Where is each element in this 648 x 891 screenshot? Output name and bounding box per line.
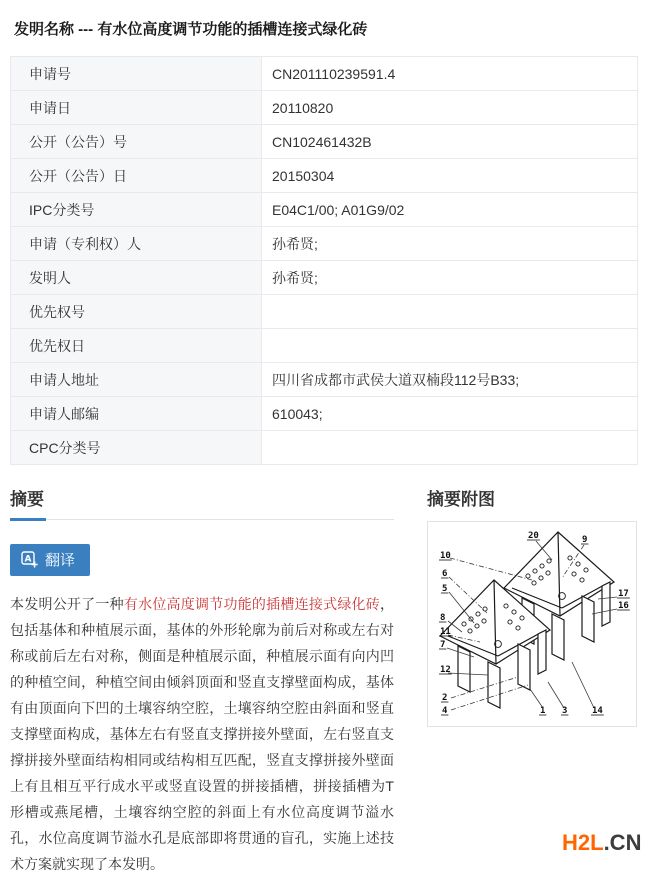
field-label: 发明人 xyxy=(11,261,262,295)
figure-ref-number: 2 xyxy=(442,693,448,703)
field-label: 申请号 xyxy=(11,57,262,91)
abstract-figure-image xyxy=(432,526,632,722)
translate-button-label: 翻译 xyxy=(45,552,76,569)
table-row xyxy=(11,227,638,261)
field-value xyxy=(262,329,638,363)
abstract-text-after: ，包括基体和种植展示面，基体的外形轮廓为前后对称或左右对称或前后左右对称，侧面是种植展示面，种植展示面有向内凹的种植空间，种植空间由倾斜顶面和竖直支撑壁面构成，基体有由顶面向下凹的土壤容纳空腔，土壤容纳空腔由斜面和竖直支撑壁面构成，基体左右有竖直支撑拼接外壁面，左右竖直支撑拼接外壁面结构相同或结构相互匹配，竖直支撑拼接外壁面上有且相互平行成水平或竖直设置的拼接插槽，拼接插槽为T形槽或燕尾槽，土壤容纳空腔的斜面上有水位高度调节溢水孔，水位高度调节溢水孔是底部即将贯通的盲孔，实施上述技术方案就实现了本发明。 xyxy=(10,596,395,872)
table-row xyxy=(11,91,638,125)
field-label: CPC分类号 xyxy=(11,431,262,465)
table-row xyxy=(11,363,638,397)
figure-ref-number: 1 xyxy=(540,706,546,716)
field-value: 20150304 xyxy=(262,159,638,193)
field-value: E04C1/00; A01G9/02 xyxy=(262,193,638,227)
field-value: CN102461432B xyxy=(262,125,638,159)
field-value xyxy=(262,431,638,465)
abstract-figure-box xyxy=(427,521,637,727)
figure-ref-number: 10 xyxy=(440,551,451,561)
table-row xyxy=(11,397,638,431)
svg-text:A: A xyxy=(24,554,32,565)
translate-button[interactable] xyxy=(10,544,90,576)
figure-ref-number: 11 xyxy=(440,627,451,637)
table-row xyxy=(11,193,638,227)
field-value: 610043; xyxy=(262,397,638,431)
field-value: CN201110239591.4 xyxy=(262,57,638,91)
site-logo[interactable] xyxy=(562,830,641,856)
field-label: 公开（公告）号 xyxy=(11,125,262,159)
figure-ref-number: 7 xyxy=(440,640,446,650)
abstract-text-highlight: 有水位高度调节功能的插槽连接式绿化砖 xyxy=(123,596,381,612)
table-row xyxy=(11,329,638,363)
table-row xyxy=(11,295,638,329)
field-label: 优先权日 xyxy=(11,329,262,363)
abstract-text xyxy=(10,591,394,877)
field-label: 申请人地址 xyxy=(11,363,262,397)
field-label: 申请日 xyxy=(11,91,262,125)
figure-ref-number: 5 xyxy=(442,584,448,594)
figure-ref-number: 6 xyxy=(442,569,448,579)
translate-icon xyxy=(21,551,38,568)
table-row xyxy=(11,431,638,465)
figure-ref-number: 14 xyxy=(592,706,603,716)
figure-ref-number: 16 xyxy=(618,601,629,611)
figure-ref-number: 12 xyxy=(440,665,451,675)
figure-ref-number: 3 xyxy=(562,706,568,716)
field-label: 申请（专利权）人 xyxy=(11,227,262,261)
table-row xyxy=(11,159,638,193)
figure-ref-number: 20 xyxy=(528,531,539,541)
field-value: 四川省成都市武侯大道双楠段112号B33; xyxy=(262,363,638,397)
figure-ref-number: 17 xyxy=(618,589,629,599)
table-row xyxy=(11,261,638,295)
table-row xyxy=(11,125,638,159)
figure-ref-number: 4 xyxy=(442,706,448,716)
page-title: 发明名称 --- 有水位高度调节功能的插槽连接式绿化砖 xyxy=(14,21,368,38)
field-label: 申请人邮编 xyxy=(11,397,262,431)
field-label: IPC分类号 xyxy=(11,193,262,227)
table-row xyxy=(11,57,638,91)
figure-ref-number: 8 xyxy=(440,613,446,623)
field-value: 孙希贤; xyxy=(262,261,638,295)
field-value: 孙希贤; xyxy=(262,227,638,261)
field-value: 20110820 xyxy=(262,91,638,125)
abstract-section xyxy=(10,485,394,891)
site-logo-h2l: H2L xyxy=(562,830,604,855)
figure-heading: 摘要附图 xyxy=(427,490,495,509)
patent-info-rows xyxy=(11,57,638,465)
content-columns xyxy=(0,485,648,891)
abstract-heading: 摘要 xyxy=(10,485,394,520)
abstract-text-before: 本发明公开了一种 xyxy=(10,596,124,612)
figure-ref-number: 9 xyxy=(582,535,588,545)
field-value xyxy=(262,295,638,329)
patent-info-table xyxy=(10,56,638,465)
site-logo-cn: .CN xyxy=(603,830,642,855)
field-label: 公开（公告）日 xyxy=(11,159,262,193)
field-label: 优先权号 xyxy=(11,295,262,329)
